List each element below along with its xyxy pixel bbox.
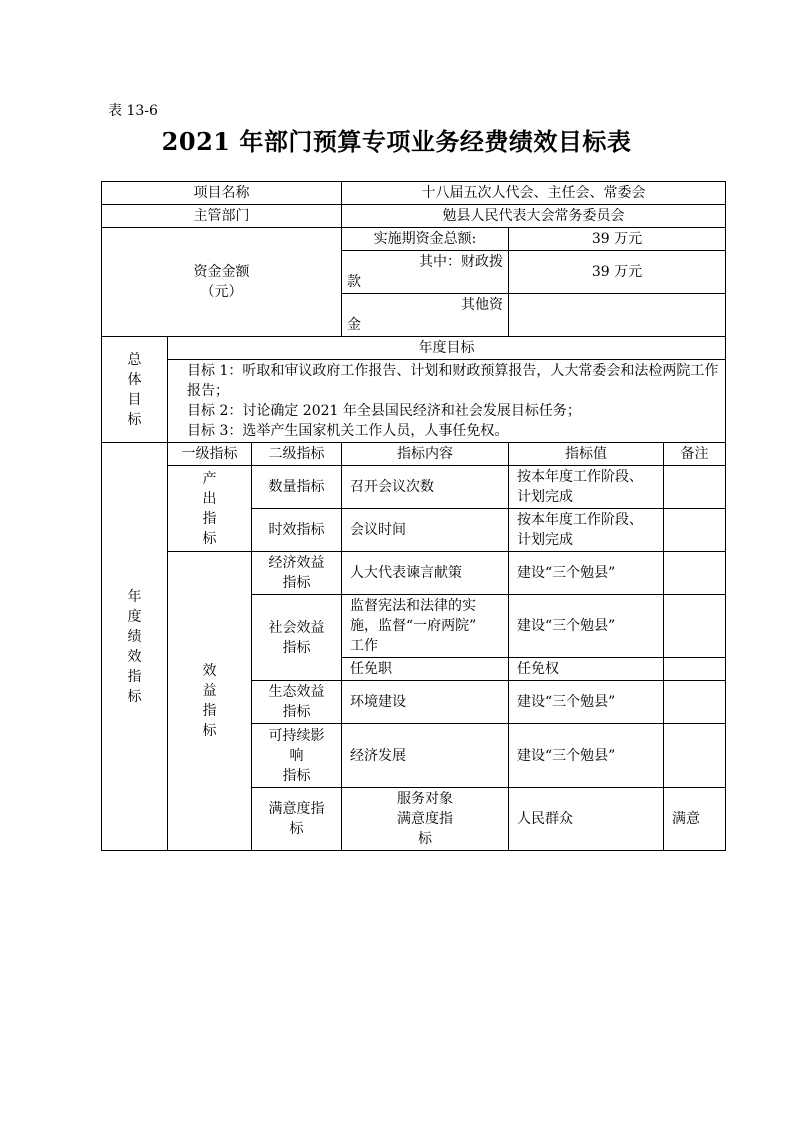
fund-total-value: 39 万元 bbox=[509, 228, 726, 251]
project-row bbox=[102, 182, 726, 205]
ecology-indicator-label: 生态效益 指标 bbox=[252, 681, 342, 724]
header-content: 指标内容 bbox=[342, 443, 509, 466]
appointment-indicator-value: 任免权 bbox=[509, 658, 664, 681]
goal-2: 目标 2：讨论确定 2021 年全县国民经济和社会发展目标任务； bbox=[187, 403, 581, 419]
fund-other-value bbox=[509, 294, 726, 337]
fund-amount-label bbox=[102, 228, 342, 337]
appointment-indicator-content: 任免职 bbox=[342, 658, 509, 681]
overall-goal-side-label: 总 体 目 标 bbox=[102, 337, 168, 443]
sustainability-indicator-content: 经济发展 bbox=[342, 724, 509, 788]
goal-1: 目标 1：听取和审议政府工作报告、计划和财政预算报告，人大常委会和法检两院工作报告； bbox=[187, 363, 719, 399]
department-value: 勉县人民代表大会常务委员会 bbox=[342, 205, 726, 228]
department-row bbox=[102, 205, 726, 228]
social-indicator-content: 监督宪法和法律的实 施，监督“一府两院” 工作 bbox=[342, 595, 509, 658]
quantity-indicator-value: 按本年度工作阶段、 计划完成 bbox=[509, 466, 664, 509]
fund-fiscal-label bbox=[342, 251, 509, 294]
performance-target-table bbox=[101, 181, 726, 851]
social-indicator-remark bbox=[664, 595, 726, 658]
social-indicator-value: 建设“三个勉县” bbox=[509, 595, 664, 658]
header-level2: 二级指标 bbox=[252, 443, 342, 466]
project-label: 项目名称 bbox=[102, 182, 342, 205]
economic-indicator-content: 人大代表谏言献策 bbox=[342, 552, 509, 595]
fund-amount-label-line1: 资金金额 bbox=[193, 264, 250, 280]
fund-other-label-line1: 其他资 bbox=[461, 297, 504, 313]
sustainability-indicator-label: 可持续影 响 指标 bbox=[252, 724, 342, 788]
header-level1: 一级指标 bbox=[168, 443, 252, 466]
header-value: 指标值 bbox=[509, 443, 664, 466]
social-indicator-label: 社会效益 指标 bbox=[252, 595, 342, 681]
quantity-indicator-content: 召开会议次数 bbox=[342, 466, 509, 509]
fund-amount-label-line2: （元） bbox=[200, 284, 243, 300]
overall-goal-content-row bbox=[102, 360, 726, 443]
quantity-indicator-remark bbox=[664, 466, 726, 509]
annual-goal-header: 年度目标 bbox=[168, 337, 726, 360]
goal-3: 目标 3：选举产生国家机关工作人员，人事任免权。 bbox=[187, 423, 509, 439]
service-satisfaction-label: 服务对象 满意度指 标 bbox=[342, 788, 509, 851]
output-indicator-label: 产 出 指 标 bbox=[168, 466, 252, 552]
appointment-indicator-remark bbox=[664, 658, 726, 681]
satisfaction-indicator-label: 满意度指 标 bbox=[252, 788, 342, 851]
indicator-row-economic bbox=[102, 552, 726, 595]
satisfaction-indicator-content: 人民群众 bbox=[509, 788, 664, 851]
fund-total-row bbox=[102, 228, 726, 251]
timeliness-indicator-value: 按本年度工作阶段、 计划完成 bbox=[509, 509, 664, 552]
satisfaction-indicator-value: 满意 bbox=[664, 788, 726, 851]
economic-indicator-label: 经济效益 指标 bbox=[252, 552, 342, 595]
ecology-indicator-value: 建设“三个勉县” bbox=[509, 681, 664, 724]
economic-indicator-remark bbox=[664, 552, 726, 595]
fund-fiscal-label-line1: 其中：财政拨 bbox=[419, 254, 504, 270]
indicator-row-quantity bbox=[102, 466, 726, 509]
sustainability-indicator-value: 建设“三个勉县” bbox=[509, 724, 664, 788]
ecology-indicator-remark bbox=[664, 681, 726, 724]
benefit-indicator-label: 效 益 指 标 bbox=[168, 552, 252, 851]
page-title: 2021 年部门预算专项业务经费绩效目标表 bbox=[161, 127, 632, 156]
project-value: 十八届五次人代会、主任会、常委会 bbox=[342, 182, 726, 205]
overall-goal-header-row bbox=[102, 337, 726, 360]
annual-performance-side-label: 年 度 绩 效 指 标 bbox=[102, 443, 168, 851]
header-remark: 备注 bbox=[664, 443, 726, 466]
timeliness-indicator-label: 时效指标 bbox=[252, 509, 342, 552]
fund-fiscal-value: 39 万元 bbox=[509, 251, 726, 294]
sustainability-indicator-remark bbox=[664, 724, 726, 788]
fund-other-label bbox=[342, 294, 509, 337]
fund-total-label: 实施期资金总额: bbox=[342, 228, 509, 251]
indicator-header-row bbox=[102, 443, 726, 466]
quantity-indicator-label: 数量指标 bbox=[252, 466, 342, 509]
department-label: 主管部门 bbox=[102, 205, 342, 228]
ecology-indicator-content: 环境建设 bbox=[342, 681, 509, 724]
timeliness-indicator-remark bbox=[664, 509, 726, 552]
economic-indicator-value: 建设“三个勉县” bbox=[509, 552, 664, 595]
overall-goal-content bbox=[168, 360, 726, 443]
table-number: 表 13-6 bbox=[108, 103, 158, 119]
fund-fiscal-label-line2: 款 bbox=[347, 274, 362, 290]
fund-other-label-line2: 金 bbox=[347, 317, 362, 333]
timeliness-indicator-content: 会议时间 bbox=[342, 509, 509, 552]
